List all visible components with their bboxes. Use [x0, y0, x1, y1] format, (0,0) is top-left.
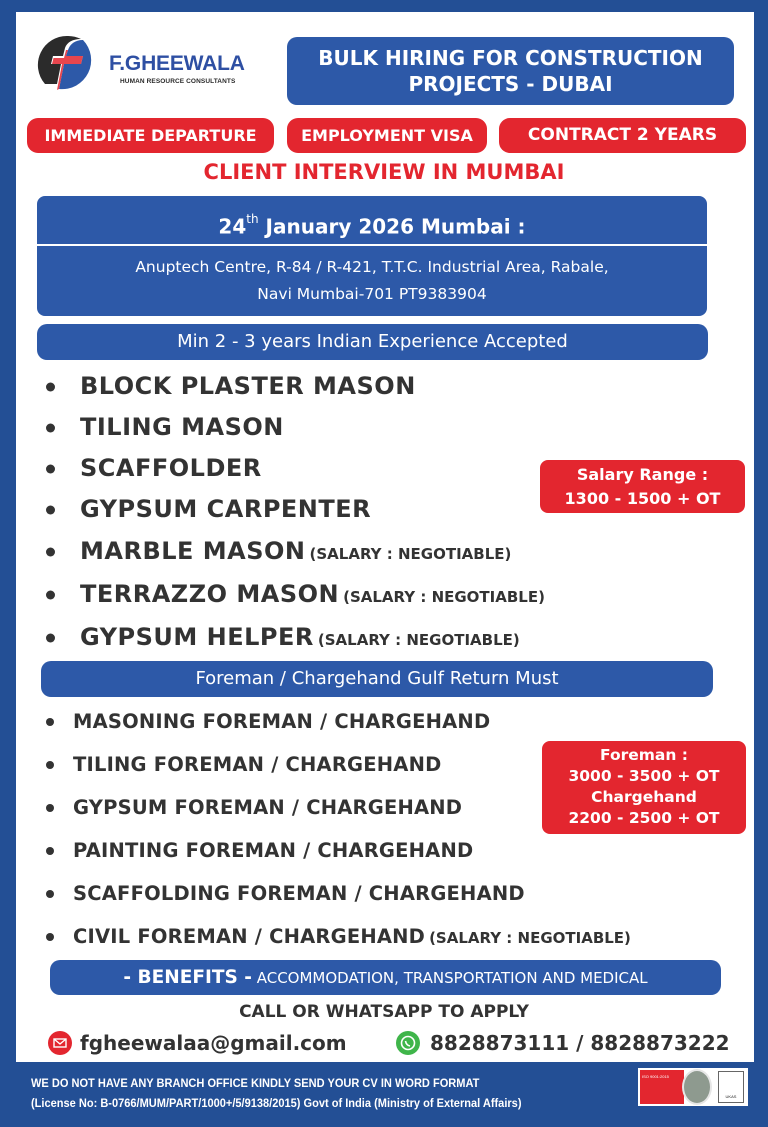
email-link[interactable]: fgheewalaa@gmail.com	[80, 1031, 347, 1055]
salary-note: (SALARY : NEGOTIABLE)	[317, 631, 520, 649]
salary-note: (SALARY : NEGOTIABLE)	[429, 929, 631, 947]
apply-cta: CALL OR WHATSAPP TO APPLY	[239, 1002, 529, 1022]
chargehand-value: 2200 - 2500 + OT	[568, 809, 720, 827]
job-title: GYPSUM FOREMAN / CHARGEHAND	[73, 796, 463, 819]
list-item	[44, 573, 545, 616]
mail-icon	[48, 1031, 72, 1055]
list-item	[44, 616, 545, 659]
list-item	[44, 829, 631, 872]
foreman-salary-badge	[542, 741, 746, 834]
job-list-salaried	[44, 366, 416, 530]
iso-certificate-badge: ISO 9001:2015	[640, 1070, 684, 1104]
job-title: GYPSUM HELPER	[80, 623, 314, 651]
logo-mark-icon	[37, 34, 99, 96]
date-rest: January 2026 Mumbai :	[258, 214, 526, 239]
seal-icon	[682, 1069, 712, 1105]
job-title: PAINTING FOREMAN / CHARGEHAND	[73, 839, 474, 862]
experience-note: Min 2 - 3 years Indian Experience Accepted	[37, 324, 708, 360]
headline-line-2: PROJECTS - DUBAI	[408, 72, 613, 96]
headline-line-1: BULK HIRING FOR CONSTRUCTION	[318, 46, 703, 70]
brand-tagline: HUMAN RESOURCE CONSULTANTS	[120, 78, 236, 85]
date-day: 24	[218, 214, 247, 239]
list-item	[44, 700, 631, 743]
chargehand-label: Chargehand	[591, 788, 697, 806]
benefits-title: - BENEFITS -	[123, 967, 252, 988]
venue-address	[37, 254, 707, 308]
address-line-1: Anuptech Centre, R-84 / R-421, T.T.C. Industrial Area, Rabale,	[135, 258, 609, 276]
foreman-value: 3000 - 3500 + OT	[568, 767, 720, 785]
phone-numbers[interactable]: 8828873111 / 8828873222	[430, 1031, 730, 1055]
list-item	[44, 530, 545, 573]
tag-contract-duration: CONTRACT 2 YEARS	[499, 118, 746, 153]
salary-value: 1300 - 1500 + OT	[564, 489, 721, 508]
list-item	[44, 872, 631, 915]
benefits-bar	[50, 960, 721, 995]
list-item	[44, 448, 416, 489]
salary-range-badge	[540, 460, 745, 513]
job-title: SCAFFOLDING FOREMAN / CHARGEHAND	[73, 882, 525, 905]
list-item	[44, 915, 631, 958]
list-item	[44, 407, 416, 448]
footer-license: (License No: B-0766/MUM/PART/1000+/5/9138/2015) Govt of India (Ministry of External Affairs)	[31, 1096, 522, 1110]
job-title: CIVIL FOREMAN / CHARGEHAND	[73, 925, 426, 948]
job-title: TERRAZZO MASON	[80, 580, 340, 608]
job-title: MARBLE MASON	[80, 537, 306, 565]
list-item	[44, 366, 416, 407]
job-title: MASONING FOREMAN / CHARGEHAND	[73, 710, 491, 733]
interview-heading: CLIENT INTERVIEW IN MUMBAI	[203, 160, 565, 184]
contact-row	[48, 1027, 748, 1059]
foreman-label: Foreman :	[599, 746, 688, 764]
job-title: TILING MASON	[80, 413, 284, 441]
salary-note: (SALARY : NEGOTIABLE)	[309, 545, 512, 563]
benefits-text: ACCOMMODATION, TRANSPORTATION AND MEDICAL	[256, 969, 648, 987]
footer-notice: WE DO NOT HAVE ANY BRANCH OFFICE KINDLY SEND YOUR CV IN WORD FORMAT	[31, 1076, 480, 1090]
date-suffix: th	[246, 212, 259, 226]
gulf-return-note: Foreman / Chargehand Gulf Return Must	[41, 661, 713, 697]
job-title: GYPSUM CARPENTER	[80, 495, 372, 523]
venue-box	[37, 196, 707, 316]
job-title: SCAFFOLDER	[80, 454, 262, 482]
tag-employment-visa: EMPLOYMENT VISA	[287, 118, 487, 153]
job-list-negotiable	[44, 530, 545, 659]
certification-badges	[638, 1068, 748, 1106]
ukas-badge: UKAS	[718, 1071, 744, 1103]
address-line-2: Navi Mumbai-701 PT9383904	[257, 285, 487, 303]
brand-logo	[37, 34, 257, 96]
salary-label: Salary Range :	[576, 465, 709, 484]
salary-note: (SALARY : NEGOTIABLE)	[343, 588, 545, 606]
tag-immediate-departure: IMMEDIATE DEPARTURE	[27, 118, 274, 153]
whatsapp-icon	[396, 1031, 420, 1055]
interview-date	[37, 196, 707, 246]
job-title: TILING FOREMAN / CHARGEHAND	[73, 753, 442, 776]
brand-name: F.GHEEWALA	[109, 52, 245, 75]
list-item	[44, 489, 416, 530]
job-title: BLOCK PLASTER MASON	[80, 372, 416, 400]
headline-box	[287, 37, 734, 105]
